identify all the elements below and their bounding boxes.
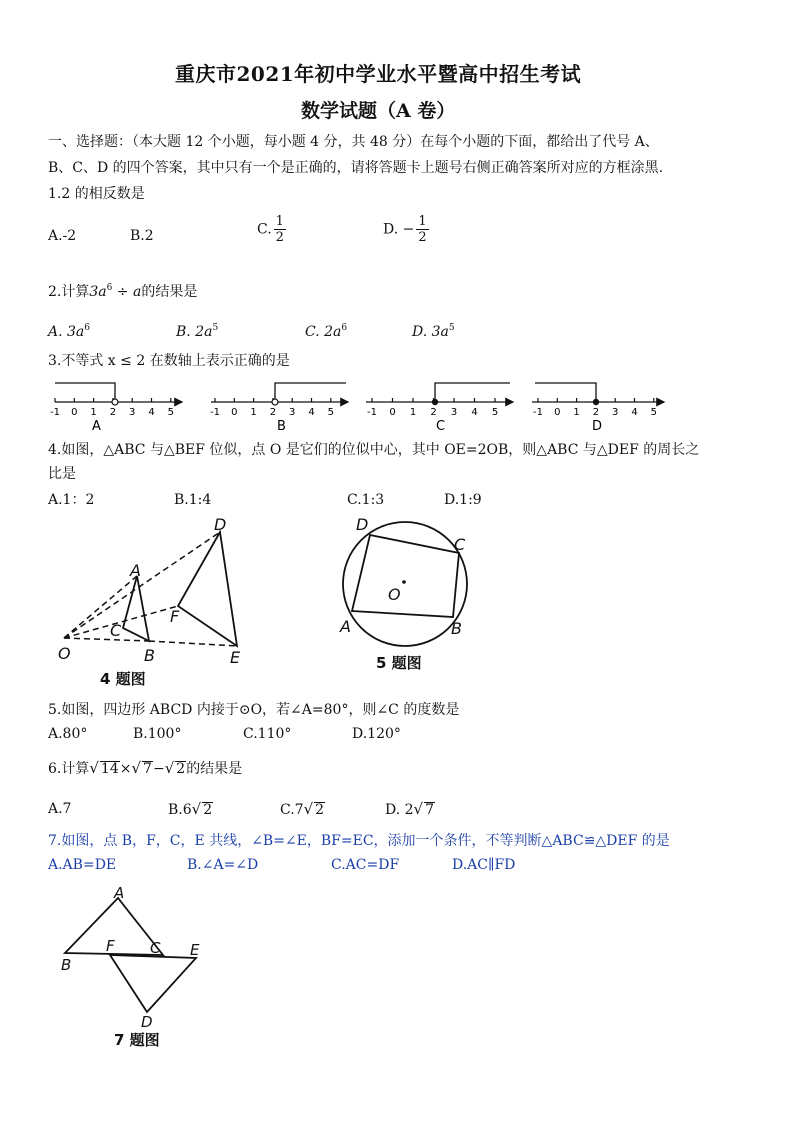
fig7-label-e: E [190, 941, 200, 959]
q3-a-open-point [112, 399, 118, 405]
q3-label-c: C [436, 419, 446, 434]
q3-tick-label: 4 [308, 407, 315, 418]
q1-option-a: A.-2 [48, 228, 77, 244]
fig5-center [402, 580, 406, 584]
q3-tick-label: 2 [109, 407, 117, 418]
q5-option-a: A.80° [48, 726, 88, 742]
fig4-label-f: F [170, 607, 180, 626]
q4-option-d: D.1:9 [444, 492, 482, 508]
q3-tick-label: 2 [430, 407, 437, 418]
q6-option-c-radicand: 2 [315, 802, 325, 818]
q2-stem-expr: 3a [89, 284, 107, 300]
q3-number-lines [40, 372, 680, 436]
q3-tick-label: 1 [250, 407, 257, 418]
q6-radicand-2: 7 [143, 761, 152, 777]
q6-option-b-radical: √ [191, 800, 202, 818]
figure-7 [52, 882, 222, 1052]
fig7-label-f: F [106, 937, 115, 955]
q4-stem-line2: 比是 [48, 466, 76, 482]
q3-tick-label: 5 [650, 407, 657, 418]
fig4-triangle-abc [123, 576, 149, 641]
q3-tick-label: -1 [367, 407, 377, 418]
fig7-label-d: D [141, 1013, 153, 1031]
q4-option-b: B.1:4 [174, 492, 212, 508]
q2-option-a-exp: 6 [84, 323, 90, 333]
q1-option-d-fraction [416, 214, 428, 245]
q4-option-c: C.1:3 [347, 492, 385, 508]
q2-stem [48, 278, 197, 302]
q2-stem-div: ÷ a [112, 284, 142, 300]
q7-stem: 7.如图，点 B，F，C，E 共线，∠B=∠E，BF=EC，添加一个条件，不等判断△ABC≌△DEF 的是 [48, 833, 670, 849]
q1-option-d-prefix: D. − [383, 221, 415, 238]
fig5-label-c: C [454, 535, 466, 554]
q1-option-c-numerator: 1 [275, 214, 284, 229]
q6-radicand-1: 14 [100, 761, 119, 777]
q3-c-closed-point [432, 399, 438, 405]
q6-stem-suffix: 的结果是 [186, 761, 243, 777]
q3-tick-label: 5 [167, 407, 174, 418]
q1-option-c-denominator: 2 [275, 230, 284, 245]
q3-line-d [532, 383, 664, 418]
q6-option-c [280, 799, 325, 820]
q3-tick-label: 4 [148, 407, 155, 418]
q6-option-b-prefix: B.6 [168, 802, 192, 818]
q3-tick-label: 1 [573, 407, 580, 418]
fig7-label-b: B [61, 956, 72, 974]
q1-option-c [257, 214, 288, 245]
q3-b-open-point [272, 399, 278, 405]
fig7-label-a: A [114, 884, 125, 902]
q6-option-a: A.7 [48, 801, 72, 817]
fig4-label-o: O [58, 644, 71, 663]
q2-option-a [48, 318, 90, 342]
q2-option-b [176, 318, 218, 342]
q2-option-d [412, 318, 455, 342]
q3-tick-label: 0 [71, 407, 78, 418]
q3-tick-label: 3 [612, 407, 619, 418]
fig7-caption: 7 题图 [114, 1031, 160, 1049]
section-instructions-line2: B、C、D 的四个答案，其中只有一个是正确的，请将答题卡上题号右侧正确答案所对应的方框涂黑. [48, 160, 664, 176]
fig5-label-b: B [451, 619, 462, 638]
q3-tick-label: -1 [533, 407, 543, 418]
q5-stem: 5.如图，四边形 ABCD 内接于⊙O，若∠A=80°，则∠C 的度数是 [48, 702, 460, 718]
q5-option-b: B.100° [133, 726, 182, 742]
q3-tick-label: 3 [289, 407, 296, 418]
q6-minus: − [152, 761, 165, 777]
fig4-label-e: E [230, 648, 241, 667]
q3-d-closed-point [593, 399, 599, 405]
q3-tick-label: 2 [592, 407, 600, 418]
q3-line-a [50, 383, 182, 418]
fig4-caption: 4 题图 [100, 670, 146, 688]
q2-option-c-exp: 6 [341, 323, 348, 333]
q2-stem-suffix: 的结果是 [141, 284, 198, 300]
fig5-label-a: A [340, 617, 351, 636]
q3-line-c [366, 383, 513, 418]
q3-tick-label: 0 [231, 407, 238, 418]
section-instructions-line1: 一、选择题：（本大题 12 个小题，每小题 4 分，共 48 分）在每个小题的下面，都给出了代号 A、 [48, 134, 659, 150]
q3-label-b: B [277, 419, 286, 434]
q1-option-d [383, 214, 431, 245]
q3-stem: 3.不等式 x ≤ 2 在数轴上表示正确的是 [48, 353, 290, 369]
q6-option-d-prefix: D. 2 [385, 802, 414, 818]
q2-stem-exp: 6 [106, 283, 113, 293]
exam-title: 重庆市2021年初中学业水平暨高中招生考试 [175, 62, 582, 86]
q5-option-c: C.110° [243, 726, 292, 742]
q1-option-b: B.2 [130, 228, 154, 244]
q2-option-b-exp: 5 [212, 323, 219, 333]
q6-radical-sign: √ [89, 759, 99, 777]
q3-tick-label: -1 [50, 407, 60, 418]
q5-option-d: D.120° [352, 726, 401, 742]
q3-tick-label: 5 [491, 407, 499, 418]
q3-tick-label: 3 [450, 407, 458, 418]
q2-option-c [305, 318, 347, 342]
q3-line-b [210, 383, 348, 418]
figure-4 [50, 510, 300, 690]
q1-option-d-numerator: 1 [418, 214, 427, 229]
fig4-label-c: C [110, 621, 122, 640]
q6-radicand-3: 2 [176, 761, 186, 777]
q7-option-c: C.AC=DF [331, 857, 400, 873]
q3-tick-label: 4 [471, 407, 478, 418]
fig4-triangle-def [178, 532, 237, 646]
q6-times: × [119, 761, 132, 777]
fig5-label-d: D [356, 515, 369, 534]
q3-tick-label: 5 [327, 407, 334, 418]
q2-option-b-label: B. 2a [176, 324, 213, 340]
q3-tick-label: 2 [269, 407, 277, 418]
q6-option-d-radicand: 7 [425, 802, 435, 818]
q7-option-b: B.∠A=∠D [187, 857, 259, 873]
q7-option-d: D.AC∥FD [452, 857, 516, 873]
q1-option-c-fraction [274, 214, 286, 245]
q6-option-c-prefix: C.7 [280, 802, 304, 818]
q4-stem-line1: 4.如图，△ABC 与△BEF 位似，点 O 是它们的位似中心，其中 OE=2OB，则△ABC 与△DEF 的周长之 [48, 442, 700, 458]
fig7-triangle-def [110, 955, 196, 1012]
exam-subtitle: 数学试题（A 卷） [301, 100, 456, 122]
q3-label-a: A [92, 419, 101, 434]
q6-radical-sign-2: √ [131, 759, 142, 777]
q3-tick-label: 3 [129, 407, 136, 418]
q3-tick-label: 0 [389, 407, 396, 418]
q6-option-b [168, 799, 213, 820]
q3-tick-label: 1 [90, 407, 97, 418]
q2-option-c-label: C. 2a [305, 324, 342, 340]
q6-option-d-radical: √ [413, 800, 424, 818]
q6-stem-prefix: 6.计算 [48, 761, 90, 777]
q6-stem [48, 758, 242, 779]
q3-tick-label: 1 [409, 407, 417, 418]
q3-tick-label: 4 [631, 407, 638, 418]
fig5-circle [343, 522, 467, 646]
q6-option-b-radicand: 2 [203, 802, 213, 818]
fig5-quadrilateral [352, 535, 459, 617]
fig4-label-d: D [214, 515, 227, 534]
q1-stem: 1.2 的相反数是 [48, 186, 145, 202]
q3-label-d: D [592, 419, 603, 434]
q1-option-c-prefix: C. [257, 221, 272, 238]
q2-option-a-label: A. 3a [48, 324, 85, 340]
q2-stem-prefix: 2.计算 [48, 284, 90, 300]
q2-option-d-label: D. 3a [412, 324, 449, 340]
q1-option-d-denominator: 2 [418, 230, 427, 245]
q2-option-d-exp: 5 [448, 323, 455, 333]
q4-option-a: A.1：2 [48, 492, 95, 508]
fig4-label-a: A [130, 561, 141, 580]
fig5-label-o: O [388, 585, 401, 604]
q3-tick-label: -1 [210, 407, 220, 418]
q3-tick-label: 0 [554, 407, 561, 418]
q7-option-a: A.AB=DE [48, 857, 117, 873]
q6-radical-sign-3: √ [164, 759, 175, 777]
q6-option-d [385, 799, 435, 820]
fig4-label-b: B [144, 646, 155, 665]
fig5-caption: 5 题图 [376, 654, 422, 672]
fig7-label-c: C [150, 939, 161, 957]
figure-5 [334, 510, 484, 680]
q6-option-c-radical: √ [303, 800, 314, 818]
